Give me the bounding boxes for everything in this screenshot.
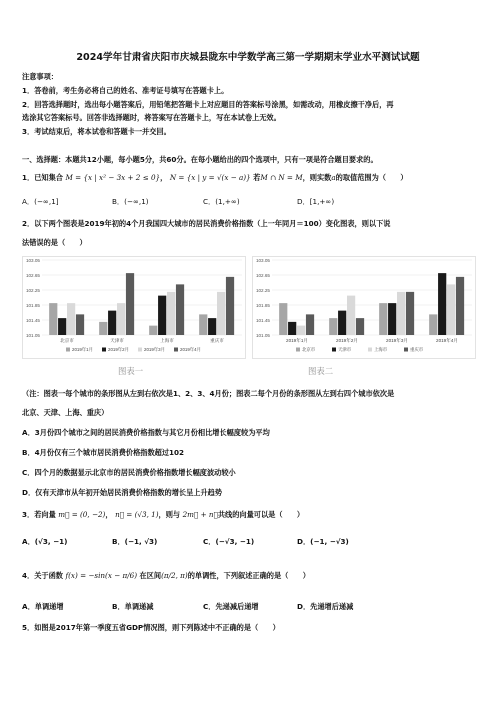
notice-item-3: 3．考试结束后，将本试卷和答题卡一并交回。 (22, 127, 171, 136)
q1-var: a (331, 173, 336, 182)
question-1 (22, 173, 408, 182)
bar-1-0-2 (67, 303, 75, 335)
legend-label: 2019年1月 (72, 347, 93, 352)
q4-option-b[interactable]: B．单调递减 (112, 602, 154, 611)
bar-2-1-3 (356, 318, 364, 335)
chart-1 (22, 256, 246, 359)
q1-option-a[interactable]: A．(−∞,1] (22, 197, 59, 206)
chart-1-caption: 图表一 (118, 366, 144, 376)
q1-option-b[interactable]: B．(−∞,1) (112, 197, 149, 206)
q4-mid: 在区间 (139, 571, 162, 580)
legend-label: 2019年3月 (144, 347, 165, 352)
q1-option-c[interactable]: C．(1,+∞) (203, 197, 240, 206)
q1-tail: 的取值范围为（ ） (335, 173, 408, 182)
y-tick-label: 102.65 (255, 272, 270, 278)
bar-1-3-3 (226, 277, 234, 335)
question-3 (22, 510, 304, 519)
q2-option-b[interactable]: B．4月份仅有三个城市居民消费价格指数超过102 (22, 448, 185, 457)
q1-suffix: ，则实数 (302, 173, 332, 182)
q3-vector-m: m⃗ = (0, −2) (58, 510, 106, 519)
legend-label: 上海市 (374, 347, 388, 352)
legend-swatch (66, 348, 70, 352)
y-tick-label: 101.05 (255, 332, 270, 338)
legend-swatch (174, 348, 178, 352)
bar-2-1-1 (338, 311, 346, 335)
bar-1-2-1 (158, 296, 166, 335)
x-tick-label: 2019年1月 (286, 338, 308, 343)
legend-label: 北京市 (302, 347, 316, 352)
q4-option-a[interactable]: A．单调递增 (22, 602, 64, 611)
q1-condition: M ∩ N = M (260, 173, 303, 182)
q3-option-c[interactable]: C．(−√3, −1) (203, 537, 255, 546)
legend-swatch (368, 348, 372, 352)
q2-option-d[interactable]: D．仅有天津市从年初开始居民消费价格指数的增长呈上升趋势 (22, 488, 223, 497)
legend-label: 2019年4月 (180, 347, 201, 352)
notice-heading: 注意事项： (22, 72, 58, 81)
q3-suffix: ，则与 (158, 510, 181, 519)
bar-2-3-0 (429, 314, 437, 335)
q2-line-2: 法错误的是（ ） (22, 238, 87, 247)
legend-swatch (138, 348, 142, 352)
q4-option-d[interactable]: D．先递增后递减 (297, 602, 354, 611)
bar-2-3-3 (456, 277, 464, 335)
bar-1-0-1 (58, 318, 66, 335)
bar-2-1-2 (347, 296, 355, 335)
y-tick-label: 101.45 (255, 317, 270, 323)
q2-note-line-1: （注：图表一每个城市的条形图从左到右依次是1、2、3、4月份；图表二每个月份的条形图从左到右四个城市依次是 (22, 389, 395, 398)
bar-1-3-0 (199, 314, 207, 335)
q1-set-m: M = {x | x² − 3x + 2 ≤ 0} (65, 173, 161, 182)
q1-mid: 若 (253, 173, 261, 182)
x-tick-label: 天津市 (110, 338, 124, 343)
q2-option-a[interactable]: A．3月份四个城市之间的居民消费价格指数与其它月份相比增长幅度较为平均 (22, 428, 270, 437)
q3-option-d[interactable]: D．(−1, −√3) (297, 537, 349, 546)
x-tick-label: 2019年3月 (386, 338, 408, 343)
q4-interval: (π/2, π) (161, 571, 188, 580)
q3-option-a[interactable]: A．(√3, −1) (22, 537, 68, 546)
bar-1-1-0 (99, 322, 107, 335)
bar-2-0-2 (297, 326, 305, 335)
x-tick-label: 北京市 (60, 338, 74, 343)
q2-line-1: 2．以下两个图表是2019年初的4个月我国四大城市的居民消费价格指数（上一年同月＝100）变化图表，则以下说 (22, 219, 391, 228)
q2-option-c[interactable]: C．四个月的数据显示北京市的居民消费价格指数增长幅度波动较小 (22, 468, 236, 477)
q3-sep: ， (105, 510, 113, 519)
y-tick-label: 102.25 (255, 287, 270, 293)
q1-option-d[interactable]: D．[1,+∞) (297, 197, 335, 206)
x-tick-label: 重庆市 (210, 338, 224, 343)
section-heading: 一、选择题：本题共12小题，每小题5分，共60分。在每小题给出的四个选项中，只有一项是符合题目要求的。 (22, 155, 378, 164)
bar-1-2-2 (167, 292, 175, 335)
legend-label: 重庆市 (410, 347, 424, 352)
bar-1-3-1 (208, 318, 216, 335)
bar-1-0-3 (76, 314, 84, 335)
legend-swatch (404, 348, 408, 352)
question-4 (22, 571, 310, 580)
q3-vector-n: n⃗ = (√3, 1) (115, 510, 159, 519)
bar-1-2-3 (176, 284, 184, 335)
bar-2-1-0 (329, 318, 337, 335)
legend-swatch (296, 348, 300, 352)
y-tick-label: 101.45 (25, 317, 40, 323)
legend-swatch (332, 348, 336, 352)
bar-1-3-2 (217, 292, 225, 335)
y-tick-label: 103.05 (25, 257, 40, 263)
bar-1-1-1 (108, 311, 116, 335)
q4-prefix: 4．关于函数 (22, 571, 63, 580)
q2-note-line-2: 北京、天津、上海、重庆） (22, 408, 109, 417)
bar-2-0-1 (288, 322, 296, 335)
x-tick-label: 2019年2月 (336, 338, 358, 343)
notice-item-2: 2．回答选择题时，选出每小题答案后，用铅笔把答题卡上对应题目的答案标号涂黑，如需改动，用橡皮擦干净后，再 (22, 100, 394, 109)
bar-1-1-2 (117, 303, 125, 335)
bar-2-3-1 (438, 273, 446, 335)
notice-item-2-cont: 选涂其它答案标号。回答非选择题时，将答案写在答题卡上，写在本试卷上无效。 (22, 113, 281, 122)
bar-2-2-2 (397, 292, 405, 335)
x-tick-label: 上海市 (160, 338, 174, 343)
bar-2-0-0 (279, 303, 287, 335)
bar-1-1-3 (126, 273, 134, 335)
bar-2-2-3 (406, 292, 414, 335)
question-5: 5．如图是2017年第一季度五省GDP情况图，则下列陈述中不正确的是（ ） (22, 623, 280, 632)
legend-label: 天津市 (338, 347, 352, 352)
legend-swatch (102, 348, 106, 352)
q4-tail: 的单调性，下列叙述正确的是（ ） (187, 571, 310, 580)
y-tick-label: 103.05 (255, 257, 270, 263)
x-tick-label: 2019年4月 (436, 338, 458, 343)
q1-sep: ， (160, 173, 168, 182)
y-tick-label: 101.85 (255, 302, 270, 308)
q3-prefix: 3．若向量 (22, 510, 56, 519)
q1-set-n: N = {x | y = √(x − a)} (169, 173, 251, 182)
notice-item-1: 1．答卷前，考生务必将自己的姓名、准考证号填写在答题卡上。 (22, 86, 229, 95)
bar-1-2-0 (149, 326, 157, 335)
legend-label: 2019年2月 (108, 347, 129, 352)
bar-2-2-1 (388, 303, 396, 335)
y-tick-label: 102.25 (25, 287, 40, 293)
q4-function: f(x) = −sin(x − π/6) (65, 571, 137, 580)
q3-expression: 2m⃗ + n⃗ (182, 510, 218, 519)
bar-2-0-3 (306, 314, 314, 335)
y-tick-label: 101.05 (25, 332, 40, 338)
y-tick-label: 102.65 (25, 272, 40, 278)
q4-option-c[interactable]: C．先递减后递增 (203, 602, 259, 611)
exam-title: 2024学年甘肃省庆阳市庆城县陇东中学数学高三第一学期期末学业水平测试试题 (76, 52, 420, 63)
bar-2-3-2 (447, 284, 455, 335)
y-tick-label: 101.85 (25, 302, 40, 308)
q3-tail: 共线的向量可以是（ ） (217, 510, 305, 519)
chart-2 (252, 256, 476, 359)
chart-2-caption: 图表二 (308, 366, 334, 376)
bar-2-2-0 (379, 303, 387, 335)
q3-option-b[interactable]: B．(−1, √3) (112, 537, 158, 546)
q1-prefix: 1．已知集合 (22, 173, 63, 182)
bar-1-0-0 (49, 303, 57, 335)
